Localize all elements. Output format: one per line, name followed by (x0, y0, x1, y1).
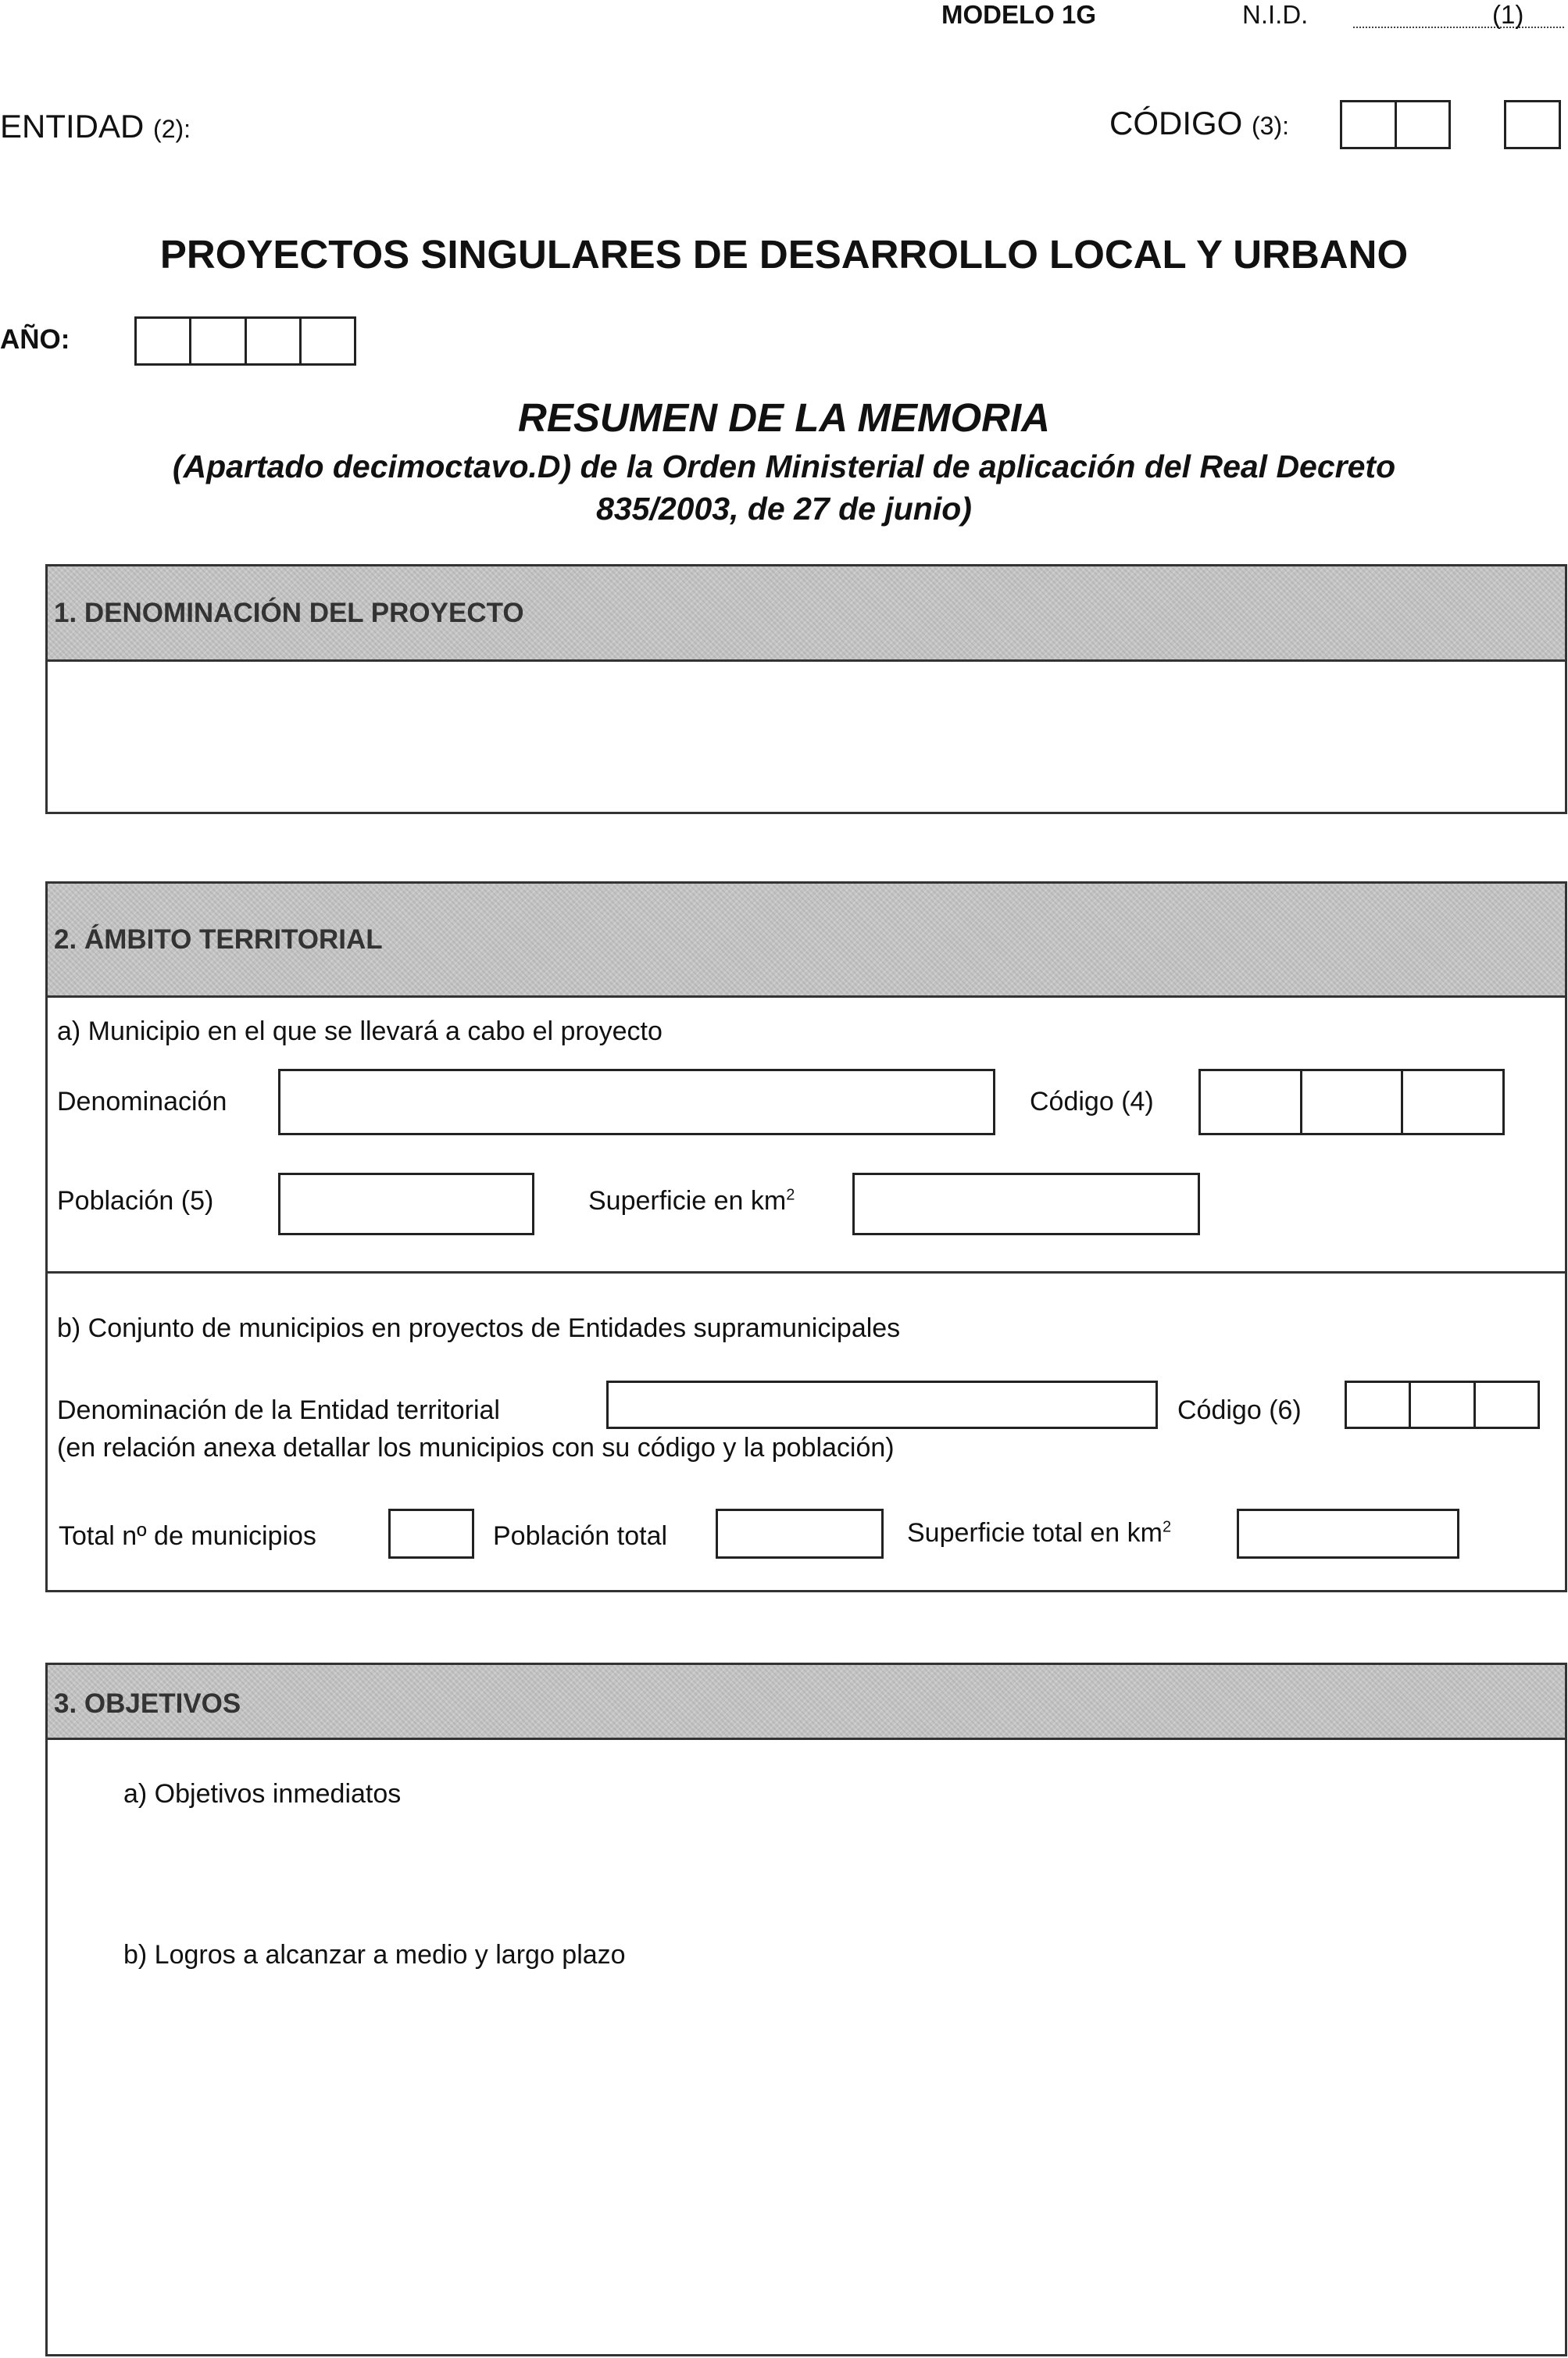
section-objetivos-header (48, 1665, 1565, 1740)
poblacion-total-field[interactable] (716, 1509, 884, 1559)
memoria-subtitle: RESUMEN DE LA MEMORIA (518, 395, 1050, 440)
logros-plazo-label: b) Logros a alcanzar a medio y largo plazo (123, 1940, 626, 1970)
section-ambito-divider (48, 1271, 1565, 1274)
logros-plazo-field[interactable] (118, 1978, 1549, 2338)
codigo-label (1109, 105, 1289, 142)
codigo6-cell[interactable] (1347, 1383, 1411, 1427)
section-objetivos-title: 3. OBJETIVOS (54, 1688, 241, 1719)
section-objetivos (45, 1663, 1567, 2356)
entidad-label (0, 108, 191, 145)
nid-label: N.I.D. (1242, 0, 1309, 29)
ano-cell[interactable] (191, 319, 246, 363)
relacion-anexa-note: (en relación anexa detallar los municipios con su código y la población) (57, 1433, 895, 1463)
total-municipios-field[interactable] (388, 1509, 474, 1559)
modelo-label: MODELO 1G (941, 0, 1097, 29)
ano-cell[interactable] (137, 319, 191, 363)
codigo-cell[interactable] (1397, 102, 1449, 147)
objetivos-inmediatos-label: a) Objetivos inmediatos (123, 1779, 402, 1809)
section-ambito-header (48, 884, 1565, 998)
section-ambito (45, 881, 1567, 1592)
superficie-field[interactable] (852, 1173, 1200, 1235)
denominacion-field[interactable] (278, 1069, 995, 1135)
codigo4-cell[interactable] (1302, 1071, 1404, 1133)
codigo-cell[interactable] (1342, 102, 1397, 147)
poblacion5-field[interactable] (278, 1173, 534, 1235)
section-denominacion-header (48, 566, 1565, 662)
codigo4-cell[interactable] (1403, 1071, 1502, 1133)
section-denominacion-title: 1. DENOMINACIÓN DEL PROYECTO (54, 598, 524, 628)
ano-cell[interactable] (302, 319, 354, 363)
superficie-total-field[interactable] (1237, 1509, 1459, 1559)
superficie-total-label (907, 1518, 1171, 1549)
ano-boxes[interactable] (134, 316, 356, 366)
nid-note: (1) (1492, 0, 1524, 29)
poblacion5-label: Población (5) (57, 1186, 214, 1216)
codigo4-boxes[interactable] (1198, 1069, 1505, 1135)
codigo-entidad-boxes[interactable] (1340, 100, 1451, 149)
objetivos-inmediatos-field[interactable] (118, 1818, 1549, 1920)
codigo-label-text: CÓDIGO (1109, 105, 1243, 141)
entidad-territorial-field[interactable] (606, 1381, 1158, 1429)
codigo6-cell[interactable] (1411, 1383, 1475, 1427)
poblacion-total-label: Población total (493, 1521, 668, 1551)
reference-line-1: (Apartado decimoctavo.D) de la Orden Ministerial de aplicación del Real Decreto (172, 448, 1396, 484)
section-ambito-title: 2. ÁMBITO TERRITORIAL (54, 924, 383, 955)
entidad-territorial-label: Denominación de la Entidad territorial (57, 1395, 500, 1425)
ano-cell[interactable] (247, 319, 302, 363)
municipio-heading: a) Municipio en el que se llevará a cabo el proyecto (57, 1016, 663, 1046)
entidad-note: (2): (153, 115, 191, 143)
denominacion-label: Denominación (57, 1087, 227, 1116)
superficie-label (588, 1186, 795, 1217)
superficie-total-exponent: 2 (1162, 1518, 1172, 1536)
denominacion-proyecto-field[interactable] (48, 662, 1565, 812)
superficie-exponent: 2 (786, 1186, 795, 1204)
codigo-entidad-check-box[interactable] (1504, 100, 1561, 149)
reference-line-2: 835/2003, de 27 de junio) (596, 491, 972, 527)
section-denominacion (45, 564, 1567, 814)
ano-label: AÑO: (0, 324, 70, 355)
total-municipios-label: Total nº de municipios (59, 1521, 316, 1551)
codigo6-boxes[interactable] (1345, 1381, 1540, 1429)
codigo4-cell[interactable] (1201, 1071, 1302, 1133)
codigo6-label: Código (6) (1177, 1395, 1302, 1425)
codigo6-cell[interactable] (1476, 1383, 1538, 1427)
supramunicipal-heading: b) Conjunto de municipios en proyectos de Entidades supramunicipales (57, 1313, 901, 1343)
codigo4-label: Código (4) (1030, 1087, 1154, 1116)
superficie-label-text: Superficie en km (588, 1186, 787, 1216)
codigo-note: (3): (1252, 112, 1290, 140)
main-title: PROYECTOS SINGULARES DE DESARROLLO LOCAL Y URBANO (159, 232, 1409, 277)
nid-field[interactable] (1353, 27, 1564, 28)
entidad-label-text: ENTIDAD (0, 108, 145, 145)
superficie-total-label-text: Superficie total en km (907, 1518, 1163, 1548)
